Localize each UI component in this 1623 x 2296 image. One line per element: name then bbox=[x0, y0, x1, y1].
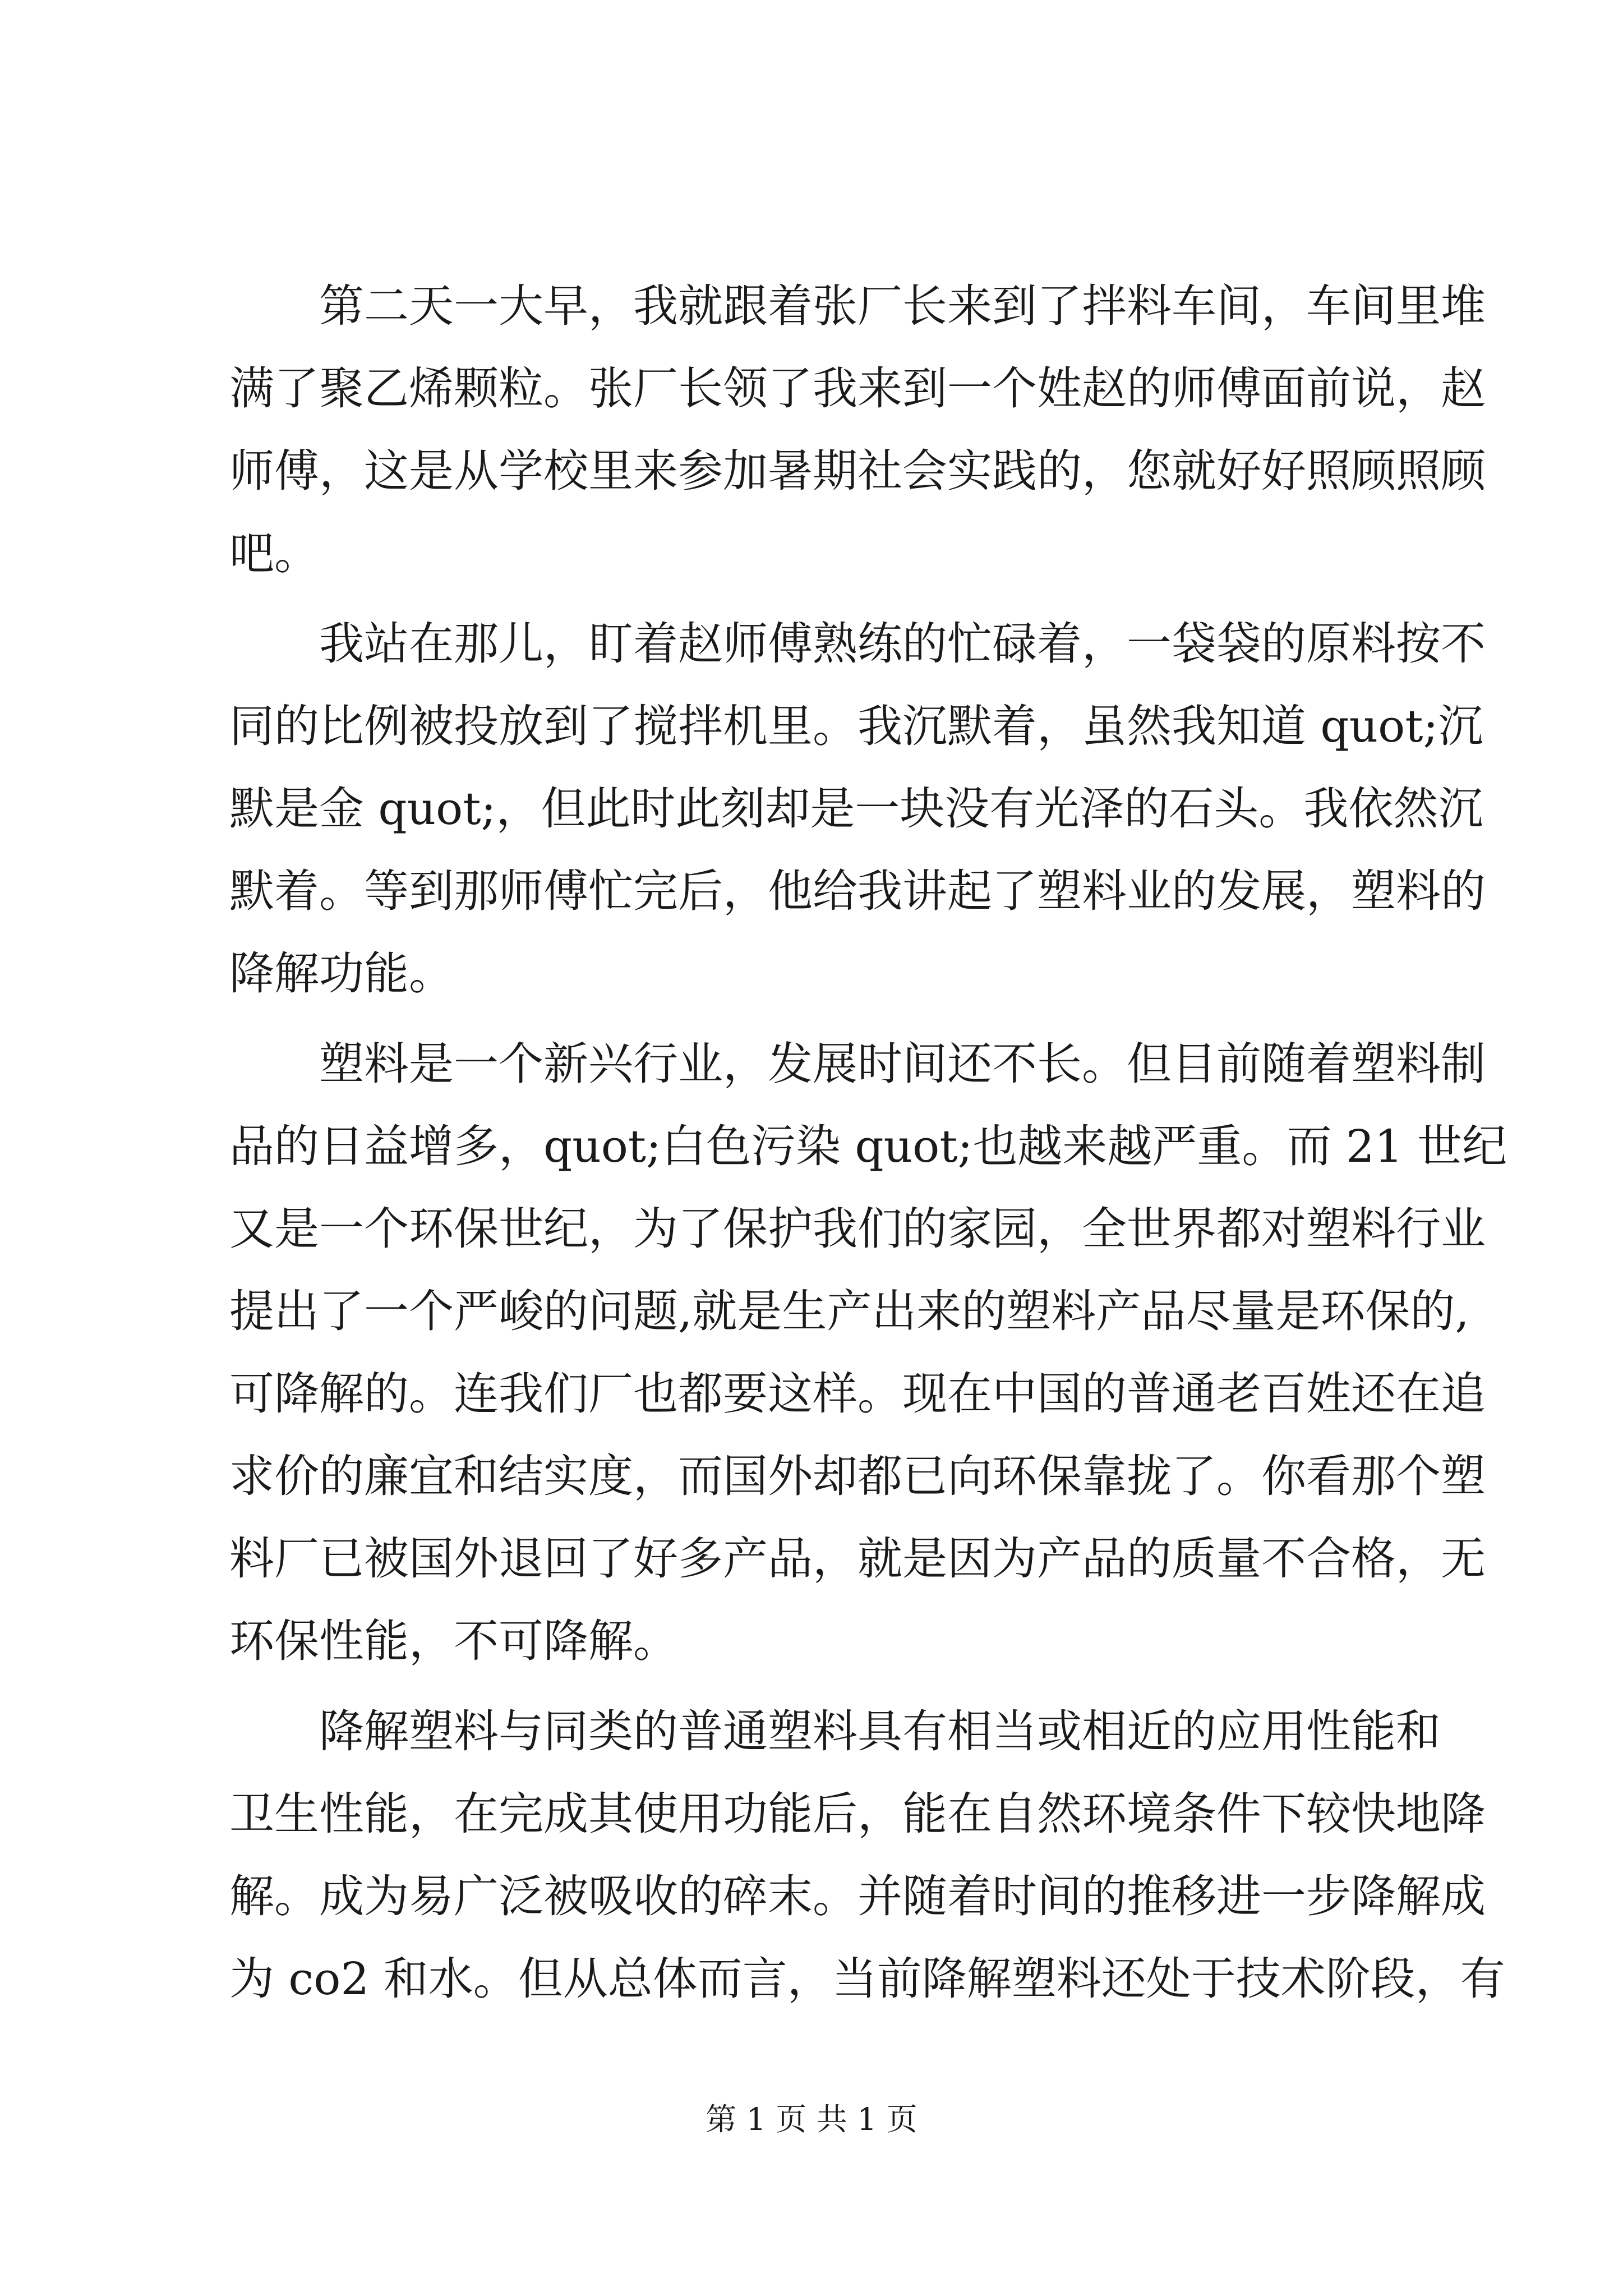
paragraph-gap bbox=[229, 1015, 1421, 1023]
text-line: 料厂已被国外退回了好多产品，就是因为产品的质量不合格，无 bbox=[229, 1533, 1486, 1585]
text-line: 吧。 bbox=[229, 527, 319, 579]
text-line: 我站在那儿，盯着赵师傅熟练的忙碌着，一袋袋的原料按不 bbox=[229, 618, 1486, 670]
text-line: 默着。等到那师傅忙完后，他给我讲起了塑料业的发展，塑料的 bbox=[229, 865, 1486, 917]
document-body bbox=[229, 265, 1507, 2020]
text-line: 环保性能，不可降解。 bbox=[229, 1615, 678, 1667]
text-line: 品的日益增多，quot;白色污染 quot;也越来越严重。而 21 世纪 bbox=[229, 1120, 1507, 1172]
text-line: 卫生性能，在完成其使用功能后，能在自然环境条件下较快地降 bbox=[229, 1788, 1486, 1840]
paragraph-gap bbox=[229, 1682, 1421, 1690]
paragraph bbox=[229, 1690, 1505, 2020]
paragraph-gap bbox=[229, 595, 1421, 602]
text-line: 默是金 quot;，但此时此刻却是一块没有光泽的石头。我依然沉 bbox=[229, 783, 1483, 835]
text-line: 可降解的。连我们厂也都要这样。现在中国的普通老百姓还在追 bbox=[229, 1368, 1486, 1420]
text-line: 同的比例被投放到了搅拌机里。我沉默着，虽然我知道 quot;沉 bbox=[229, 700, 1483, 752]
text-line: 降解塑料与同类的普通塑料具有相当或相近的应用性能和 bbox=[229, 1705, 1441, 1757]
text-line: 解。成为易广泛被吸收的碎末。并随着时间的推移进一步降解成 bbox=[229, 1870, 1486, 1922]
page-footer: 第 1 页 共 1 页 bbox=[706, 2101, 917, 2137]
text-line: 满了聚乙烯颗粒。张厂长领了我来到一个姓赵的师傅面前说，赵 bbox=[229, 362, 1486, 415]
text-line: 提出了一个严峻的问题,就是生产出来的塑料产品尽量是环保的, bbox=[229, 1285, 1469, 1337]
text-line: 降解功能。 bbox=[229, 947, 454, 1000]
text-line: 师傅，这是从学校里来参加暑期社会实践的，您就好好照顾照顾 bbox=[229, 445, 1486, 497]
paragraph bbox=[229, 602, 1486, 1015]
paragraph bbox=[229, 265, 1486, 595]
text-line: 塑料是一个新兴行业，发展时间还不长。但目前随着塑料制 bbox=[229, 1038, 1486, 1090]
text-line: 为 co2 和水。但从总体而言，当前降解塑料还处于技术阶段，有 bbox=[229, 1953, 1505, 2005]
text-line: 第二天一大早，我就跟着张厂长来到了拌料车间，车间里堆 bbox=[229, 280, 1486, 332]
paragraph bbox=[229, 1023, 1507, 1682]
text-line: 求价的廉宜和结实度，而国外却都已向环保靠拢了。你看那个塑 bbox=[229, 1450, 1486, 1502]
text-line: 又是一个环保世纪，为了保护我们的家园，全世界都对塑料行业 bbox=[229, 1203, 1486, 1255]
